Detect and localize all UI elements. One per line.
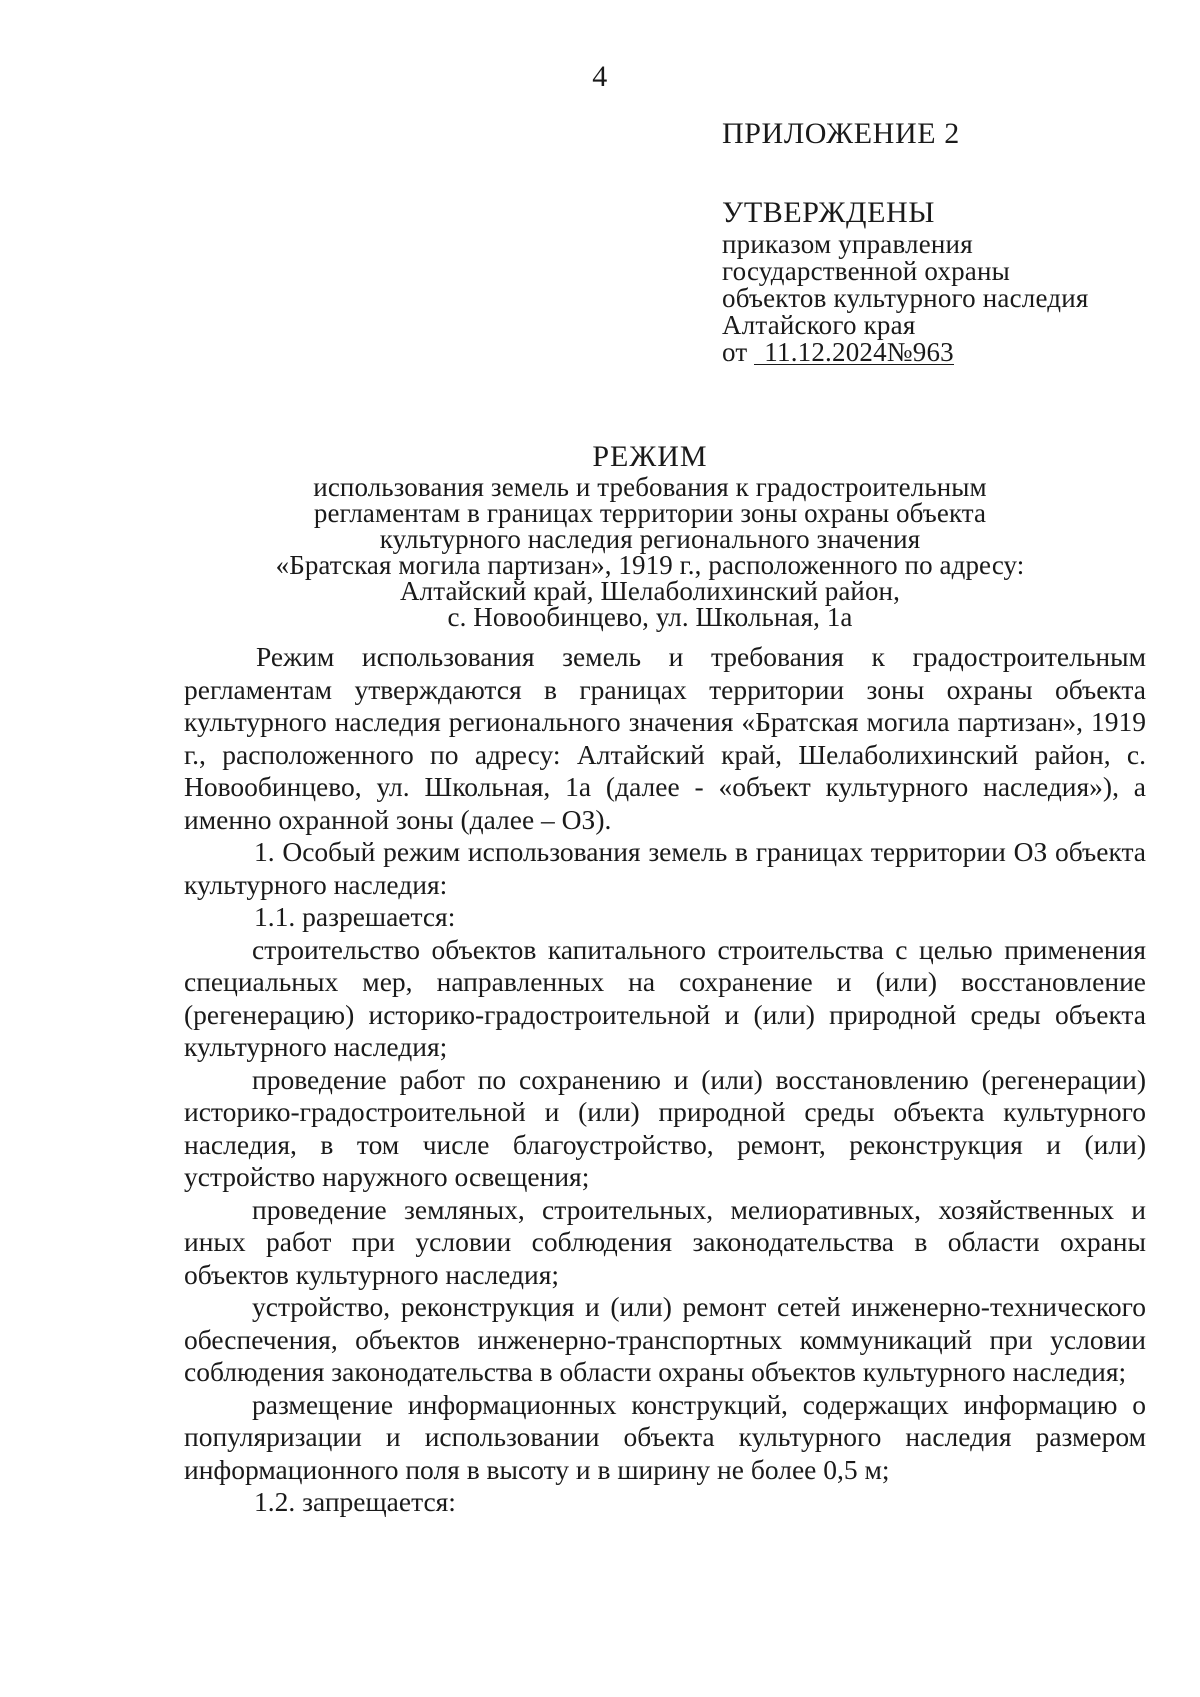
approval-block bbox=[722, 118, 1182, 366]
document-title bbox=[250, 440, 1050, 630]
title-line: регламентам в границах территории зоны охраны объекта bbox=[313, 498, 987, 528]
order-date-line bbox=[722, 339, 1182, 366]
appendix-label: ПРИЛОЖЕНИЕ 2 bbox=[722, 117, 960, 150]
allowed-item: строительство объектов капитального строительства с целью применения специальных мер, направленных на сохранение и (или) восстановление (регенерацию) историко-градостроительной и (или) природной среды объекта культурного наследия; bbox=[184, 933, 1146, 1062]
page-number: 4 bbox=[592, 60, 608, 93]
approval-line: государственной охраны bbox=[722, 256, 1010, 286]
approval-line: объектов культурного наследия bbox=[722, 283, 1089, 313]
order-date: 11.12.2024 bbox=[754, 340, 887, 365]
title-line: с. Новообинцево, ул. Школьная, 1а bbox=[447, 602, 853, 632]
title-line: «Братская могила партизан», 1919 г., расположенного по адресу: bbox=[275, 550, 1025, 580]
document-body bbox=[184, 641, 1146, 1519]
date-prefix: от bbox=[722, 337, 748, 367]
section-1-paragraph: 1. Особый режим использования земель в границах территории ОЗ объекта культурного наследия: bbox=[184, 836, 1146, 900]
title-heading: РЕЖИМ bbox=[592, 440, 708, 473]
allowed-item: размещение информационных конструкций, содержащих информацию о популяризации и использовании объекта культурного наследия размером информационного поля в высоту и в ширину не более 0,5 м; bbox=[184, 1388, 1146, 1485]
title-line: культурного наследия регионального значения bbox=[379, 524, 921, 554]
approved-label: УТВЕРЖДЕНЫ bbox=[722, 196, 936, 229]
order-number: 963 bbox=[912, 337, 954, 367]
allowed-item: устройство, реконструкция и (или) ремонт сетей инженерно-технического обеспечения, объектов инженерно-транспортных коммуникаций при условии соблюдения законодательства в области охраны объектов культурного наследия; bbox=[184, 1291, 1146, 1387]
allowed-item: проведение работ по сохранению и (или) восстановлению (регенерации) историко-градостроительной и (или) природной среды объекта культурного наследия, в том числе благоустройство, ремонт, реконструкция и (или) устройство наружного освещения; bbox=[184, 1063, 1146, 1192]
intro-paragraph: Режим использования земель и требования к градостроительным регламентам утверждаются в границах территории зоны охраны объекта культурного наследия регионального значения «Братская могила партизан», 1919 г., расположенного по адресу: Алтайский край, Шелаболихинский район, с. Новообинцево, ул. Школьная, 1а (далее - «объект культурного наследия»), а именно охранной зоны (далее – ОЗ). bbox=[184, 641, 1146, 835]
title-line: использования земель и требования к градостроительным bbox=[313, 472, 987, 502]
allowed-item: проведение земляных, строительных, мелиоративных, хозяйственных и иных работ при условии соблюдения законодательства в области охраны объектов культурного наследия; bbox=[184, 1193, 1146, 1290]
approval-line: Алтайского края bbox=[722, 310, 916, 340]
section-1-1-heading: 1.1. разрешается: bbox=[254, 901, 456, 932]
approval-line: приказом управления bbox=[722, 229, 973, 259]
order-number-sign: № bbox=[886, 337, 913, 367]
section-1-2-heading: 1.2. запрещается: bbox=[254, 1486, 456, 1517]
title-line: Алтайский край, Шелаболихинский район, bbox=[400, 576, 900, 606]
